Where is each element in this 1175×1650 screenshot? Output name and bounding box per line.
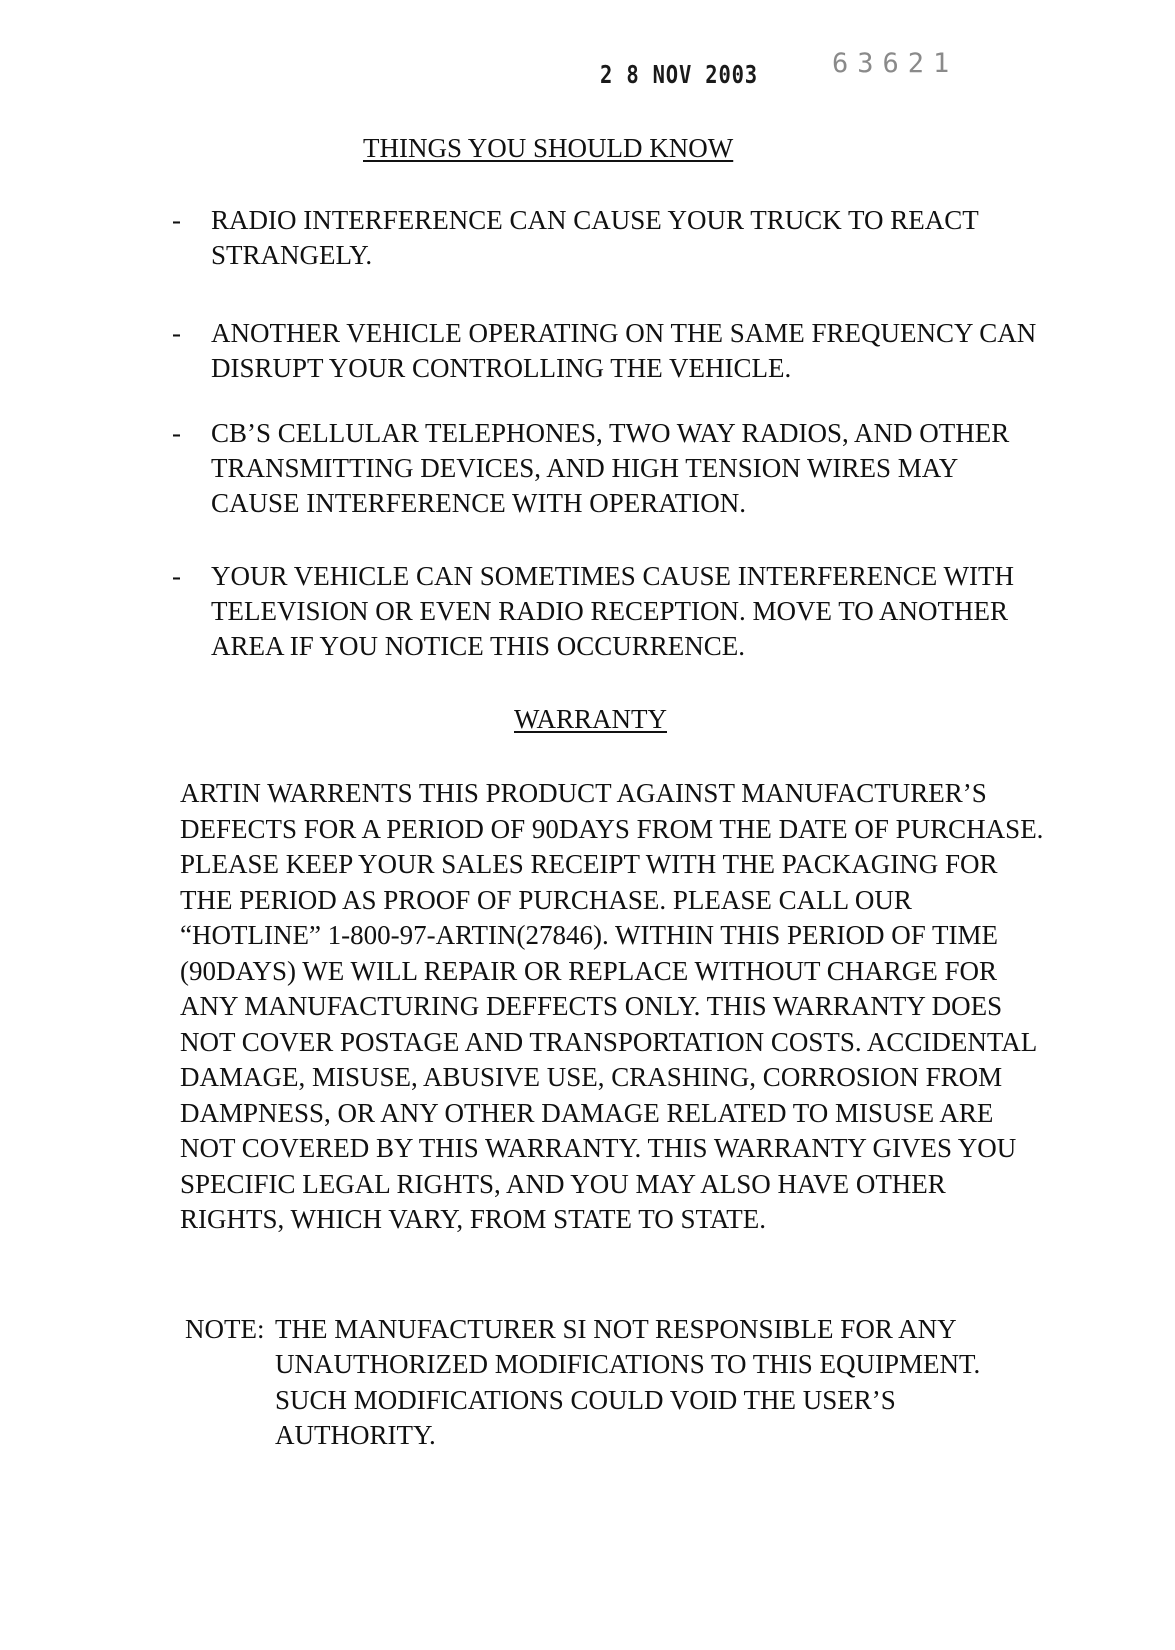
bullet-item: RADIO INTERFERENCE CAN CAUSE YOUR TRUCK TO REACT STRANGELY. bbox=[211, 205, 979, 270]
bullet-marker: - bbox=[172, 418, 181, 448]
section-title-warranty: WARRANTY bbox=[514, 704, 667, 734]
note-first-line: THE MANUFACTURER SI NOT RESPONSIBLE FOR ANY bbox=[275, 1314, 957, 1344]
warranty-paragraph: ARTIN WARRENTS THIS PRODUCT AGAINST MANUFACTURER’S DEFECTS FOR A PERIOD OF 90DAYS FROM THE DATE OF PURCHASE. PLEASE KEEP YOUR SALES RECEIPT WITH THE PACKAGING FOR THE PERIOD AS PROOF OF PURCHASE. PLEASE CALL OUR “HOTLINE” 1-800-97-ARTIN(27846). WITHIN THIS PERIOD OF TIME (90DAYS) WE WILL REPAIR OR REPLACE WITHOUT CHARGE FOR ANY MANUFACTURING DEFFECTS ONLY. THIS WARRANTY DOES NOT COVER POSTAGE AND TRANSPORTATION COSTS. ACCIDENTAL DAMAGE, MISUSE, ABUSIVE USE, CRASHING, CORROSION FROM DAMPNESS, OR ANY OTHER DAMAGE RELATED TO MISUSE ARE NOT COVERED BY THIS WARRANTY. THIS WARRANTY GIVES YOU SPECIFIC LEGAL RIGHTS, AND YOU MAY ALSO HAVE OTHER RIGHTS, WHICH VARY, FROM STATE TO STATE. bbox=[180, 778, 1044, 1234]
bullet-marker: - bbox=[172, 561, 181, 591]
section-title-things-you-should-know: THINGS YOU SHOULD KNOW bbox=[363, 133, 734, 163]
date-stamp: 2 8 NOV 2003 bbox=[600, 60, 758, 89]
bullet-item: ANOTHER VEHICLE OPERATING ON THE SAME FREQUENCY CAN DISRUPT YOUR CONTROLLING THE VEHICLE. bbox=[211, 318, 1037, 383]
bullet-marker: - bbox=[172, 318, 181, 348]
note-continuation: UNAUTHORIZED MODIFICATIONS TO THIS EQUIPMENT. SUCH MODIFICATIONS COULD VOID THE USER’S AUTHORITY. bbox=[275, 1349, 981, 1450]
note-label: NOTE: bbox=[185, 1314, 265, 1344]
bullet-item: YOUR VEHICLE CAN SOMETIMES CAUSE INTERFERENCE WITH TELEVISION OR EVEN RADIO RECEPTION. MOVE TO ANOTHER AREA IF YOU NOTICE THIS OCCURRENCE. bbox=[211, 561, 1014, 661]
bullet-item: CB’S CELLULAR TELEPHONES, TWO WAY RADIOS, AND OTHER TRANSMITTING DEVICES, AND HIGH TENSION WIRES MAY CAUSE INTERFERENCE WITH OPERATION. bbox=[211, 418, 1010, 518]
bullet-marker: - bbox=[172, 205, 181, 235]
document-number-stamp: 63621 bbox=[832, 48, 959, 79]
